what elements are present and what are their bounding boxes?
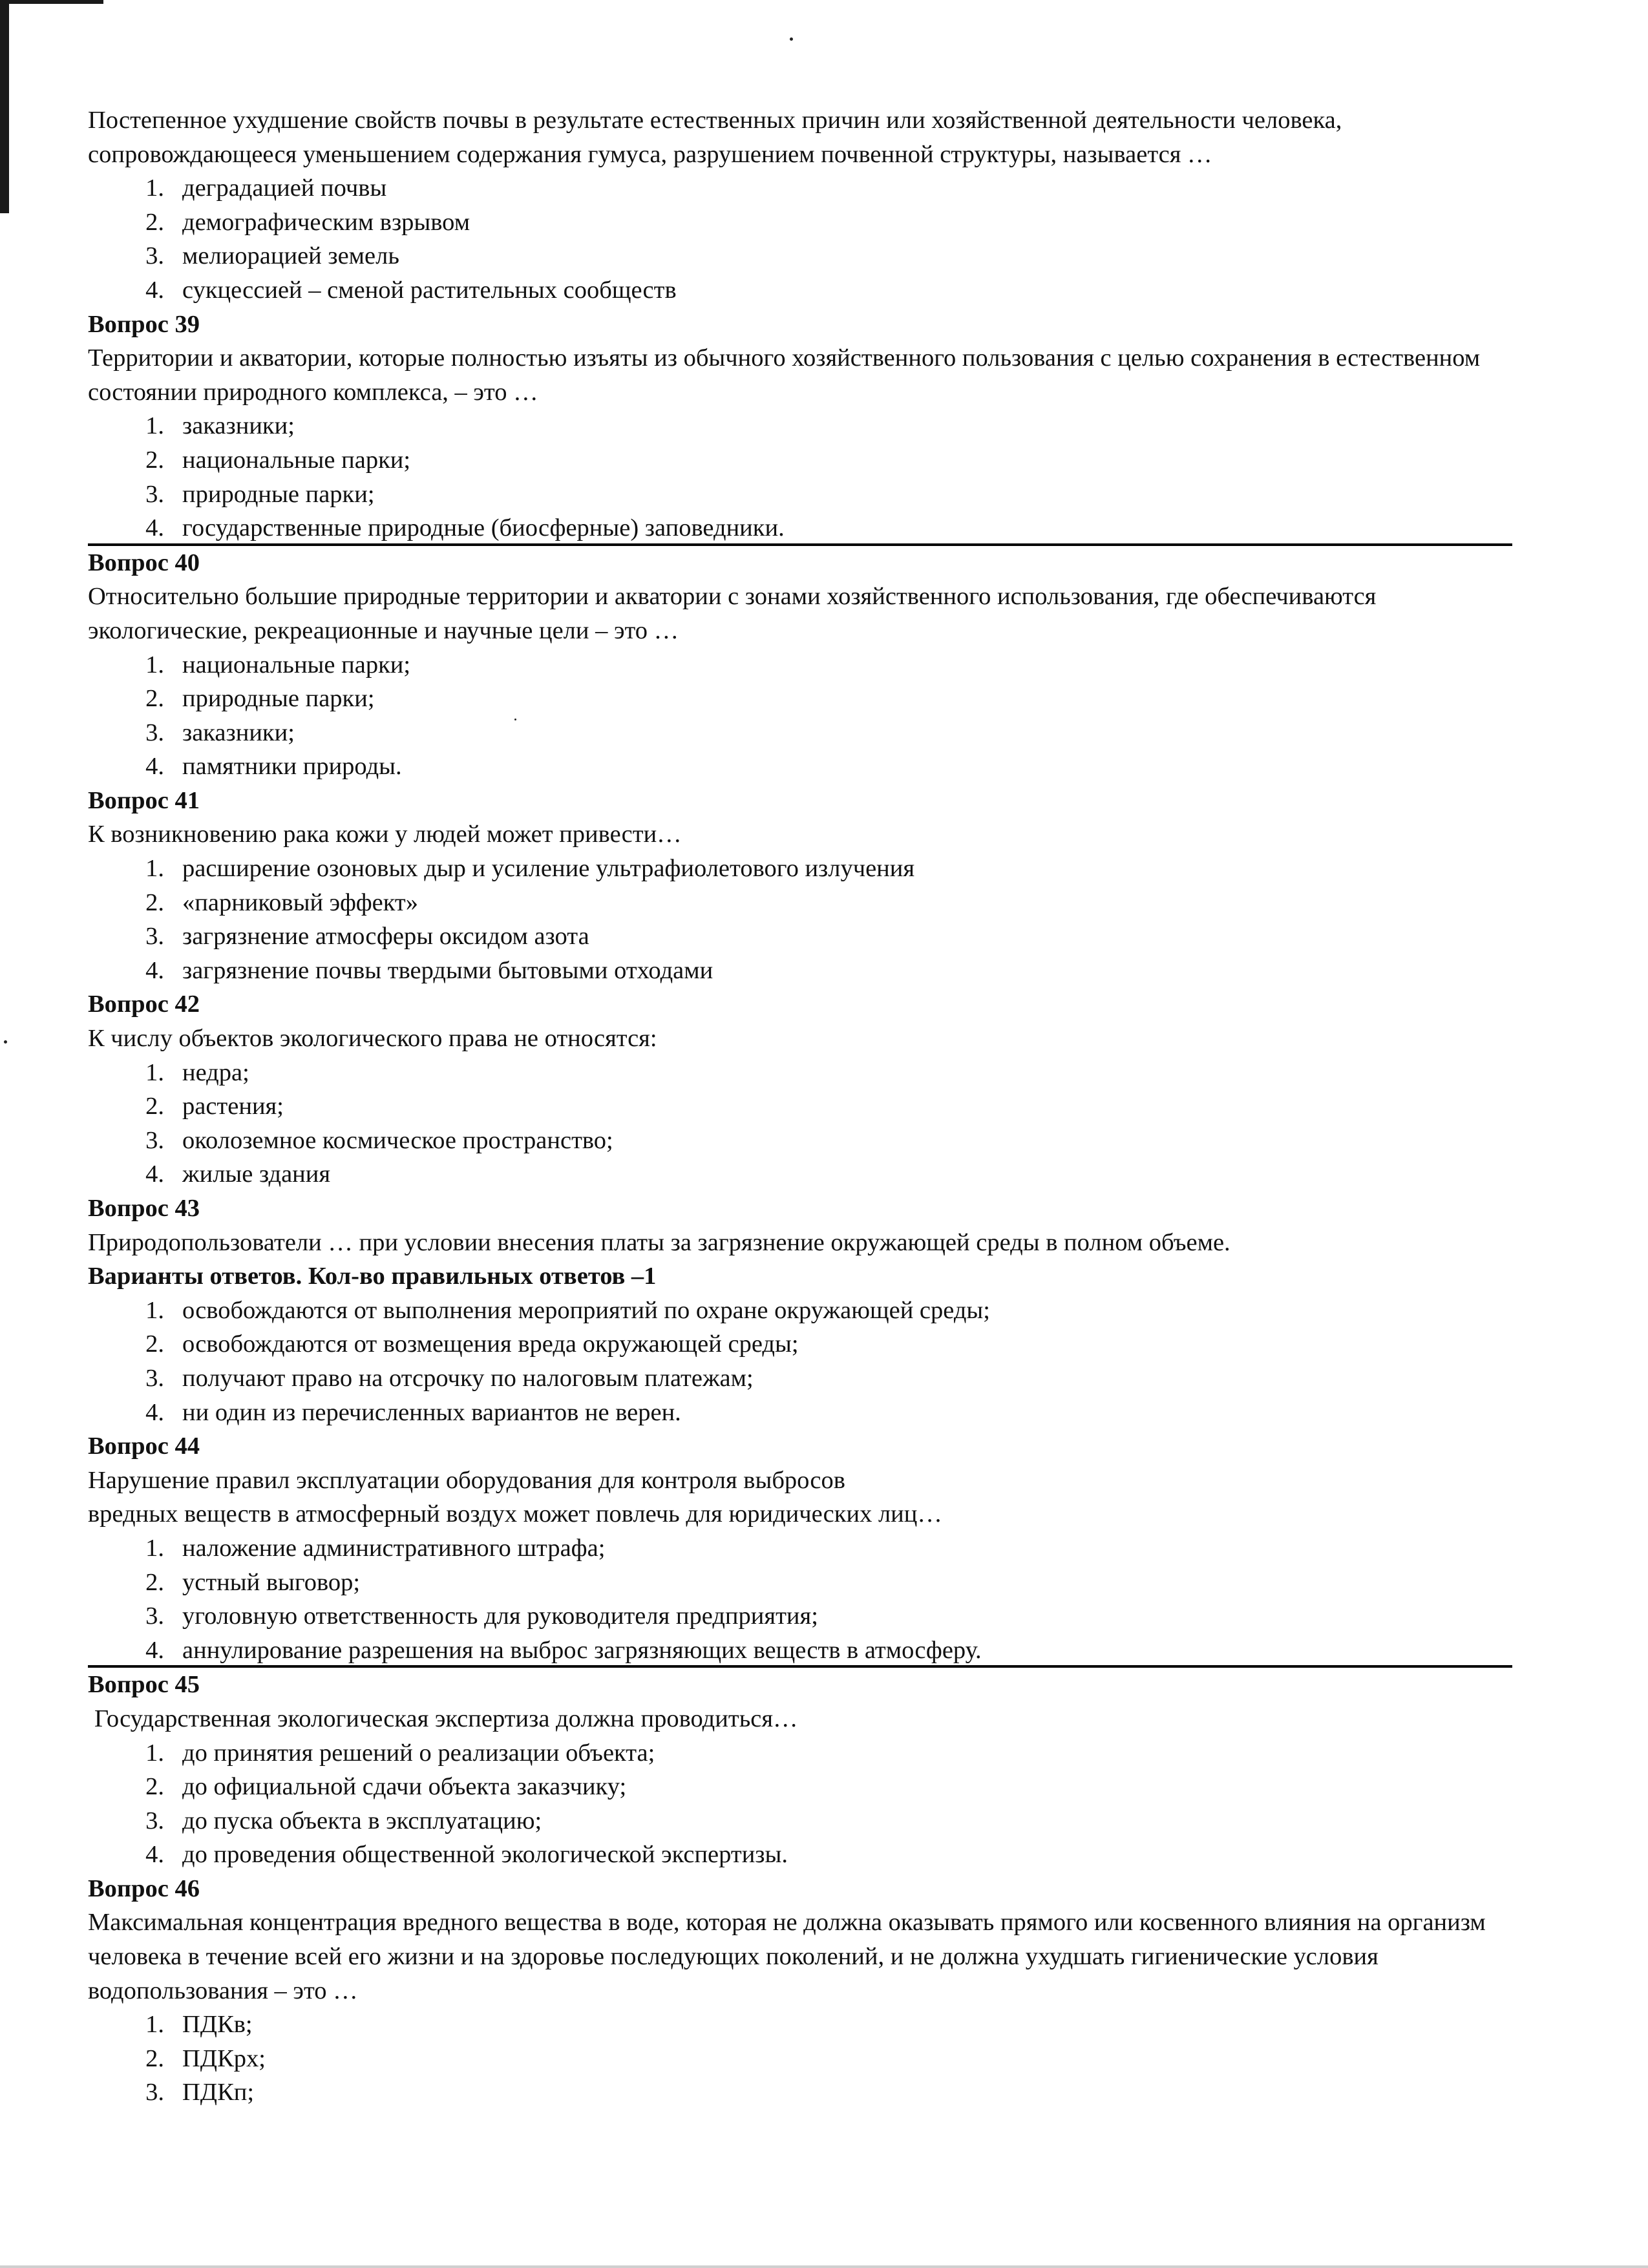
- question-title: Вопрос 45: [88, 1671, 200, 1699]
- answer-option: 2. освобождаются от возмещения вреда окружающей среды;: [145, 1330, 799, 1358]
- answer-option: 4. жилые здания: [145, 1160, 331, 1188]
- question-text: Природопользователи … при условии внесения платы за загрязнение окружающей среды в полном объеме.: [88, 1228, 1231, 1256]
- answer-option: 2. национальные парки;: [145, 446, 411, 474]
- question-41: [88, 784, 1510, 988]
- answer-option: 2. ПДКрх;: [145, 2044, 266, 2072]
- question-title: Вопрос 41: [88, 786, 200, 814]
- answer-option: 1. наложение административного штрафа;: [145, 1534, 606, 1562]
- question-text: Постепенное ухудшение свойств почвы в результате естественных причин или хозяйственной деятельности человека, сопровождающееся уменьшением содержания гумуса, разрушением почвенной структуры, называется …: [88, 107, 1342, 168]
- answer-options: [88, 1531, 1510, 1667]
- answer-option: 1. расширение озоновых дыр и усиление ультрафиолетового излучения: [145, 855, 915, 883]
- question-intro: [88, 103, 1510, 308]
- answer-options: [88, 1056, 1510, 1192]
- answer-option: 2. «парниковый эффект»: [145, 888, 418, 916]
- question-42: [88, 987, 1510, 1192]
- answer-option: 3. мелиорацией земель: [145, 242, 399, 270]
- question-text: Относительно большие природные территории и акватории с зонами хозяйственного использования, где обеспечиваются экологические, рекреационные и научные цели – это …: [88, 583, 1377, 644]
- scan-border-left: [0, 0, 9, 213]
- answer-variants-heading: Варианты ответов. Кол-во правильных ответов –1: [88, 1263, 657, 1290]
- answer-option: 4. аннулирование разрешения на выброс загрязняющих веществ в атмосферу.: [145, 1636, 982, 1664]
- answer-option: 3. уголовную ответственность для руководителя предприятия;: [145, 1602, 818, 1630]
- document-page: [88, 103, 1510, 2110]
- question-39: [88, 308, 1510, 546]
- answer-option: 1. освобождаются от выполнения мероприятий по охране окружающей среды;: [145, 1296, 990, 1324]
- answer-option: 2. растения;: [145, 1093, 284, 1120]
- question-text: Государственная экологическая экспертиза должна проводиться…: [94, 1705, 798, 1732]
- answer-option: 3. ПДКп;: [145, 2079, 255, 2106]
- answer-option: 2. до официальной сдачи объекта заказчику;: [145, 1773, 627, 1801]
- answer-option: 1. ПДКв;: [145, 2011, 253, 2039]
- answer-option: 1. национальные парки;: [145, 651, 411, 678]
- answer-option: 4. памятники природы.: [145, 753, 402, 781]
- answer-option: 3. околоземное космическое пространство;: [145, 1126, 613, 1154]
- answer-option: 3. заказники;: [145, 719, 295, 746]
- answer-options: [88, 852, 1510, 987]
- answer-option: 1. недра;: [145, 1058, 249, 1086]
- scan-border-top: [0, 0, 103, 4]
- question-title: Вопрос 43: [88, 1195, 200, 1222]
- question-title: Вопрос 42: [88, 991, 200, 1018]
- question-text: К числу объектов экологического права не относятся:: [88, 1025, 657, 1053]
- answer-options: [88, 648, 1510, 784]
- answer-option: 1. заказники;: [145, 412, 295, 440]
- answer-option: 2. природные парки;: [145, 685, 375, 713]
- question-text-line: вредных веществ в атмосферный воздух может повлечь для юридических лиц…: [88, 1500, 942, 1528]
- answer-option: 1. до принятия решений о реализации объекта;: [145, 1739, 655, 1767]
- answer-option: 4. загрязнение почвы твердыми бытовыми отходами: [145, 956, 713, 984]
- question-title: Вопрос 40: [88, 549, 200, 576]
- answer-option: 1. деградацией почвы: [145, 174, 387, 202]
- answer-options: [88, 2008, 1510, 2110]
- answer-option: 2. устный выговор;: [145, 1568, 361, 1596]
- question-40: [88, 546, 1510, 784]
- question-title: Вопрос 46: [88, 1874, 200, 1902]
- answer-options: [88, 1294, 1510, 1429]
- question-title: Вопрос 44: [88, 1433, 200, 1460]
- answer-option: 3. природные парки;: [145, 480, 375, 508]
- answer-option: 4. государственные природные (биосферные) заповедники.: [145, 514, 785, 542]
- question-44: [88, 1429, 1510, 1668]
- scan-border-bottom: [0, 2265, 1648, 2268]
- scan-speck: [4, 1040, 7, 1044]
- question-text-line: Нарушение правил эксплуатации оборудования для контроля выбросов: [88, 1466, 845, 1494]
- answer-options: [88, 1736, 1510, 1872]
- question-text: К возникновению рака кожи у людей может привести…: [88, 821, 682, 848]
- answer-option: 3. получают право на отсрочку по налоговым платежам;: [145, 1364, 754, 1392]
- answer-option: 4. сукцессией – сменой растительных сообществ: [145, 276, 677, 304]
- scan-speck: [790, 37, 793, 41]
- answer-option: 2. демографическим взрывом: [145, 208, 470, 236]
- question-text: Максимальная концентрация вредного вещества в воде, которая не должна оказывать прямого или косвенного влияния на организм человека в течение всей его жизни и на здоровье последующих поколений, и не должна ухудшать гигиенические условия водопользования – это …: [88, 1909, 1486, 2004]
- answer-option: 3. загрязнение атмосферы оксидом азота: [145, 923, 589, 950]
- answer-option: 4. ни один из перечисленных вариантов не верен.: [145, 1398, 681, 1426]
- answer-option: 3. до пуска объекта в эксплуатацию;: [145, 1807, 542, 1834]
- question-title: Вопрос 39: [88, 310, 200, 338]
- question-45: [88, 1668, 1510, 1872]
- question-43: [88, 1192, 1510, 1429]
- answer-options: [88, 409, 1510, 545]
- question-text: Территории и акватории, которые полностью изъяты из обычного хозяйственного пользования с целью сохранения в естественном состоянии природного комплекса, – это …: [88, 344, 1481, 406]
- question-46: [88, 1872, 1510, 2110]
- answer-options: [88, 171, 1510, 307]
- answer-option: 4. до проведения общественной экологической экспертизы.: [145, 1841, 788, 1869]
